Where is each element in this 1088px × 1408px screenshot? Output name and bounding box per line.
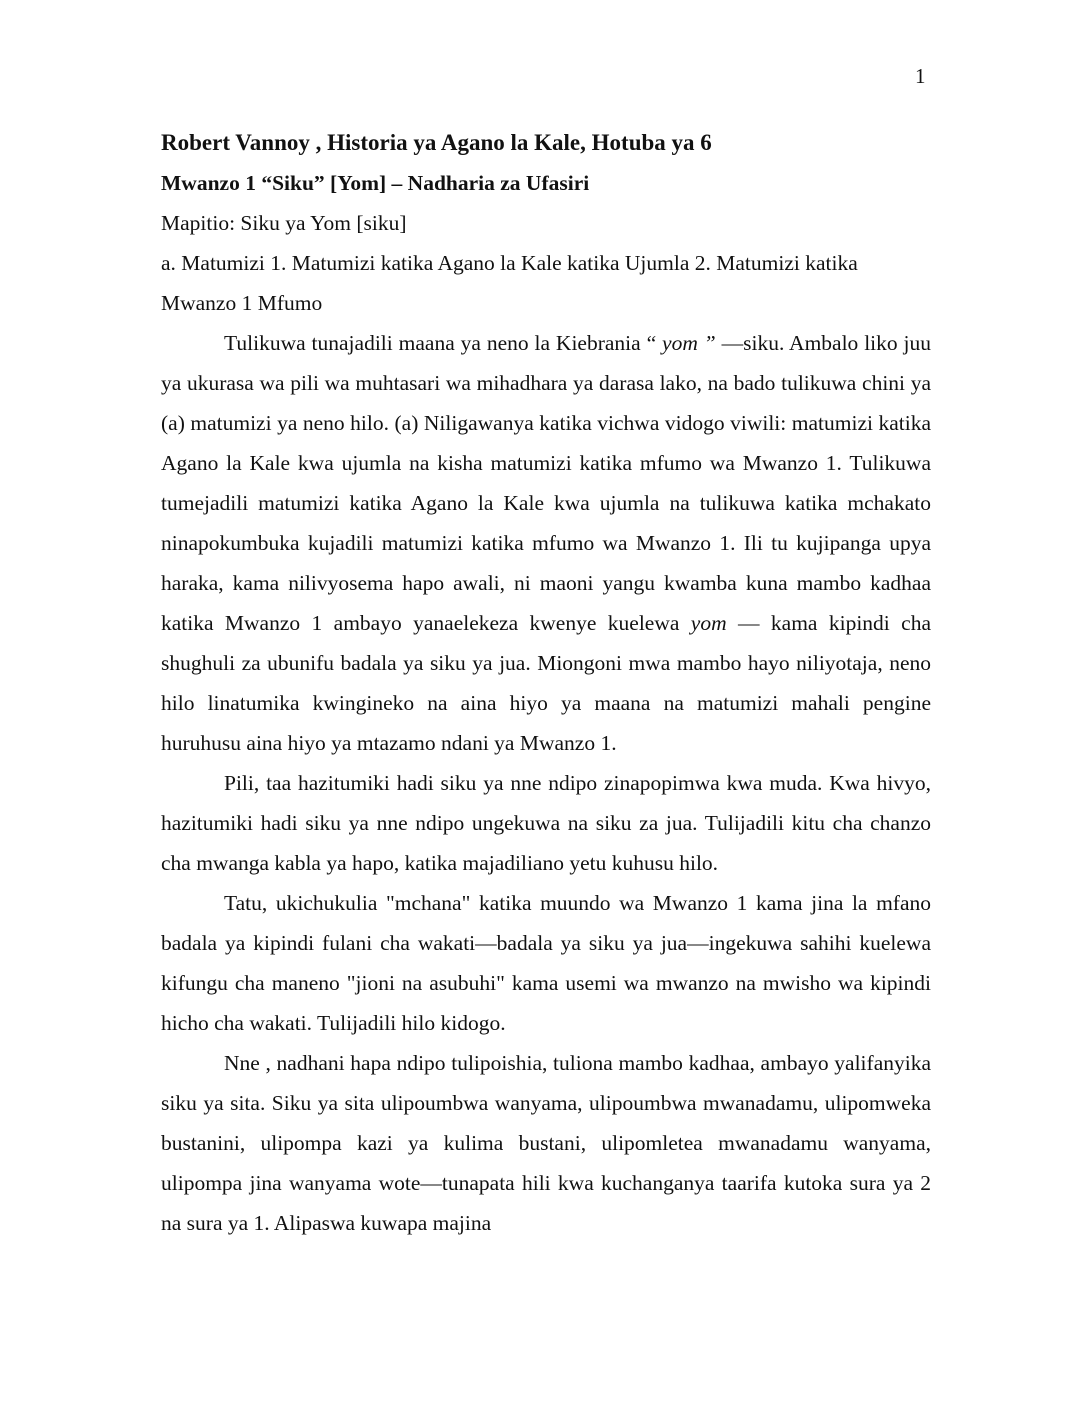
page-number: 1 xyxy=(915,64,926,88)
paragraph-1-part-b: —siku. Ambalo liko juu ya ukurasa wa pili wa muhtasari wa mihadhara ya darasa lako, na bado tulikuwa chini ya (a) matumizi ya neno hilo. (a) Niligawanya katika vichwa vidogo viwili: matumizi katika Agano la Kale kwa ujumla na kisha matumizi katika mfumo wa Mwanzo 1. Tulikuwa tumejadili matumizi katika Agano la Kale kwa ujumla na tulikuwa katika mchakato ninapokumbuka kujadili matumizi katika mfumo wa Mwanzo 1. Ili tu kujipanga upya haraka, kama nilivyosema hapo awali, ni maoni yangu kwamba kuna mambo kadhaa katika Mwanzo 1 ambayo yanaelekeza kwenye kuelewa xyxy=(161,331,932,635)
document-title: Robert Vannoy , Historia ya Agano la Kale, Hotuba ya 6 xyxy=(161,130,712,155)
review-line: Mapitio: Siku ya Yom [siku] xyxy=(161,211,407,235)
term-yom: yom xyxy=(690,611,727,635)
outline-line-1: a. Matumizi 1. Matumizi katika Agano la Kale katika Ujumla 2. Matumizi katika xyxy=(161,251,858,275)
paragraph-1 xyxy=(161,323,931,763)
outline-line-2: Mwanzo 1 Mfumo xyxy=(161,291,323,315)
document-subtitle: Mwanzo 1 “Siku” [Yom] – Nadharia za Ufasiri xyxy=(161,171,590,195)
paragraph-3: Tatu, ukichukulia "mchana" katika muundo wa Mwanzo 1 kama jina la mfano badala ya kipindi fulani cha wakati—badala ya siku ya jua—ingekuwa sahihi kuelewa kifungu cha maneno "jioni na asubuhi" kama usemi wa mwanzo na mwisho wa kipindi hicho cha wakati. Tulijadili hilo kidogo. xyxy=(161,891,931,1035)
paragraph-1-part-c: — kama kipindi cha shughuli za ubunifu badala ya siku ya jua. Miongoni mwa mambo hayo niliyotaja, neno hilo linatumika kwingineko na aina hiyo ya maana na matumizi mahali pengine huruhusu aina hiyo ya mtazamo ndani ya Mwanzo 1. xyxy=(161,611,931,755)
paragraph-4: Nne , nadhani hapa ndipo tulipoishia, tuliona mambo kadhaa, ambayo yalifanyika siku ya sita. Siku ya sita ulipoumbwa wanyama, ulipoumbwa mwanadamu, ulipomweka bustanini, ulipompa kazi ya kulima bustani, ulipomletea mwanadamu wanyama, ulipompa jina wanyama wote—tunapata hili kwa kuchanganya taarifa kutoka sura ya 2 na sura ya 1. Alipaswa kuwapa majina xyxy=(161,1051,931,1235)
term-yom: yom ” xyxy=(662,331,716,355)
paragraph-1-part-a: Tulikuwa tunajadili maana ya neno la Kiebrania “ xyxy=(224,331,663,355)
document-body xyxy=(161,123,931,1243)
paragraph-2: Pili, taa hazitumiki hadi siku ya nne ndipo zinapopimwa kwa muda. Kwa hivyo, hazitumiki hadi siku ya nne ndipo ungekuwa na siku za jua. Tulijadili kitu cha chanzo cha mwanga kabla ya hapo, katika majadiliano yetu kuhusu hilo. xyxy=(161,771,931,875)
